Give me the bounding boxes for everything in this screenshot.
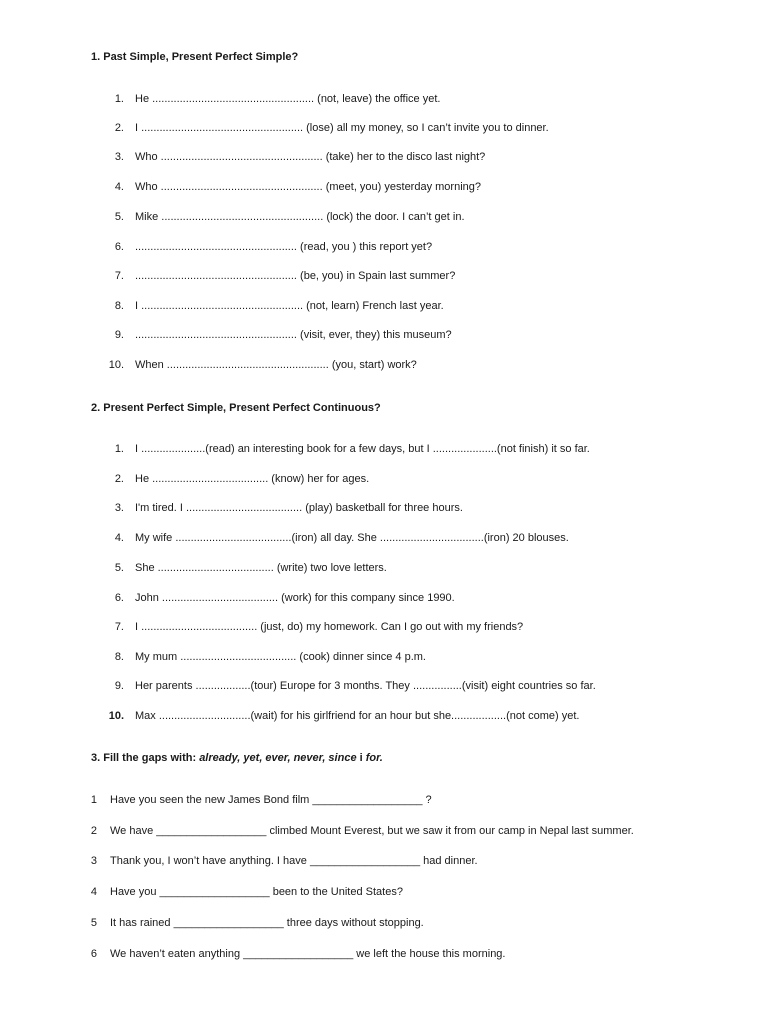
- item-number: 8.: [114, 651, 124, 663]
- item-number: 2.: [114, 473, 124, 485]
- section-3-heading-words: already, yet, ever, never, since: [199, 752, 357, 764]
- section-1-heading: 1. Past Simple, Present Perfect Simple?: [91, 51, 299, 63]
- item-number: 4: [90, 886, 97, 898]
- item-text: Who ..................................................... (meet, you) yesterday morning?: [135, 181, 481, 193]
- item-number: 4.: [114, 181, 124, 193]
- item-number: 10.: [108, 710, 124, 722]
- item-text: ..................................................... (be, you) in Spain last summer?: [135, 270, 456, 282]
- section-3-heading: [91, 752, 383, 764]
- item-number: 10.: [108, 359, 124, 371]
- item-number: 6.: [114, 241, 124, 253]
- item-number: 9.: [114, 329, 124, 341]
- item-number: 7.: [114, 621, 124, 633]
- item-number: 6.: [114, 592, 124, 604]
- item-number: 7.: [114, 270, 124, 282]
- item-text: She ...................................... (write) two love letters.: [135, 562, 387, 574]
- item-number: 6: [90, 948, 97, 960]
- item-text: Thank you, I won’t have anything. I have __________________ had dinner.: [110, 855, 478, 867]
- section-3-heading-join: i: [356, 752, 366, 764]
- item-text: Mike ..................................................... (lock) the door. I can’t get in.: [135, 211, 465, 223]
- item-number: 5.: [114, 562, 124, 574]
- item-number: 4.: [114, 532, 124, 544]
- item-text: ..................................................... (read, you ) this report yet?: [135, 241, 433, 253]
- item-text: I'm tired. I ...................................... (play) basketball for three hours.: [135, 502, 463, 514]
- item-number: 3.: [114, 502, 124, 514]
- item-number: 1.: [114, 93, 124, 105]
- item-text: My wife ......................................(iron) all day. She ..................................(iron) 20 blouses.: [135, 532, 569, 544]
- item-number: 5.: [114, 211, 124, 223]
- item-text: My mum ...................................... (cook) dinner since 4 p.m.: [135, 651, 426, 663]
- item-number: 2.: [114, 122, 124, 134]
- item-number: 5: [90, 917, 97, 929]
- item-text: He ...................................... (know) her for ages.: [135, 473, 370, 485]
- item-number: 9.: [114, 680, 124, 692]
- item-number: 2: [90, 825, 97, 837]
- section-3-heading-prefix: 3. Fill the gaps with:: [91, 752, 200, 764]
- item-text: It has rained __________________ three days without stopping.: [110, 917, 424, 929]
- item-text: I ..................................................... (lose) all my money, so I can’t invite you to dinner.: [135, 122, 549, 134]
- item-text: I ..................................................... (not, learn) French last year.: [135, 300, 444, 312]
- item-text: Have you __________________ been to the United States?: [110, 886, 403, 898]
- section-3-heading-last: for.: [365, 752, 383, 764]
- item-text: I ...................................... (just, do) my homework. Can I go out with my friends?: [135, 621, 524, 633]
- item-number: 1: [90, 794, 97, 806]
- item-text: We have __________________ climbed Mount Everest, but we saw it from our camp in Nepal last summer.: [110, 825, 634, 837]
- section-2-heading: 2. Present Perfect Simple, Present Perfect Continuous?: [91, 402, 381, 414]
- item-text: Her parents ..................(tour) Europe for 3 months. They ................(visit) eight countries so far.: [135, 680, 596, 692]
- item-text: ..................................................... (visit, ever, they) this museum?: [135, 329, 452, 341]
- item-number: 8.: [114, 300, 124, 312]
- item-number: 3: [90, 855, 97, 867]
- item-text: When ..................................................... (you, start) work?: [135, 359, 417, 371]
- item-text: Who ..................................................... (take) her to the disco last night?: [135, 151, 486, 163]
- item-number: 3.: [114, 151, 124, 163]
- item-number: 1.: [114, 443, 124, 455]
- item-text: I .....................(read) an interesting book for a few days, but I .....................(not finish) it so far.: [135, 443, 590, 455]
- item-text: He ..................................................... (not, leave) the office yet.: [135, 93, 441, 105]
- item-text: Max ..............................(wait) for his girlfriend for an hour but she..................(not come) yet.: [135, 710, 580, 722]
- item-text: John ...................................... (work) for this company since 1990.: [135, 592, 455, 604]
- item-text: We haven’t eaten anything __________________ we left the house this morning.: [110, 948, 506, 960]
- item-text: Have you seen the new James Bond film __________________ ?: [110, 794, 432, 806]
